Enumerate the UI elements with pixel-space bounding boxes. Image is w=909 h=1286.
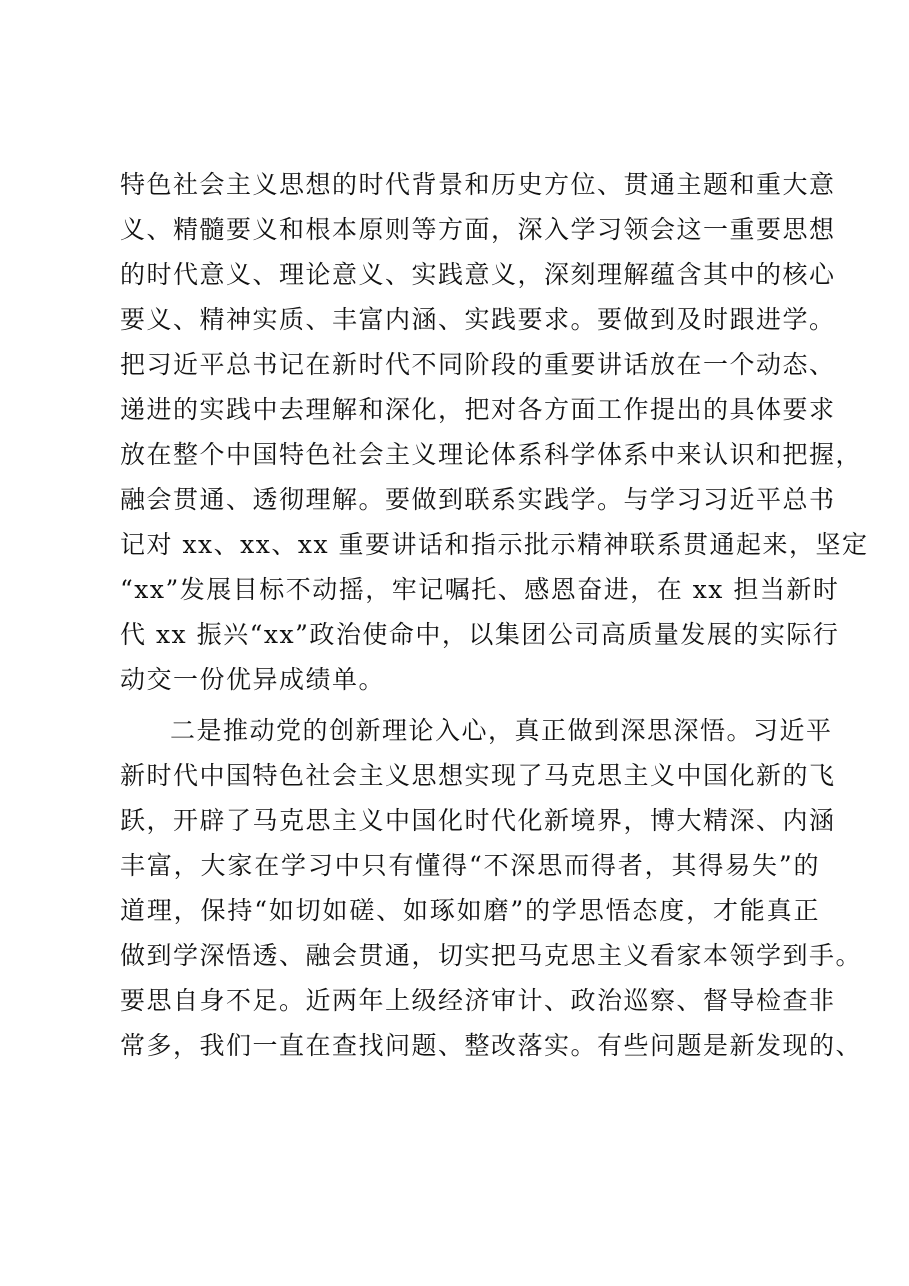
paragraph-1 [120, 162, 869, 702]
text-line: 二是推动党的创新理论入心，真正做到深思深悟。习近平 [170, 716, 833, 745]
text-line: 代 xx 振兴“xx”政治使命中，以集团公司高质量发展的实际行 [120, 620, 840, 649]
text-line: 把习近平总书记在新时代不同阶段的重要讲话放在一个动态、 [120, 350, 836, 379]
text-line: 道理，保持“如切如磋、如琢如磨”的学思悟态度，才能真正 [120, 896, 820, 925]
text-line: 递进的实践中去理解和深化，把对各方面工作提出的具体要求 [120, 395, 836, 424]
text-line: 要思自身不足。近两年上级经济审计、政治巡察、督导检查非 [120, 986, 836, 1015]
text-line: 融会贯通、透彻理解。要做到联系实践学。与学习习近平总书 [120, 485, 836, 514]
text-line: 的时代意义、理论意义、实践意义，深刻理解蕴含其中的核心 [120, 260, 836, 289]
text-line: 特色社会主义思想的时代背景和历史方位、贯通主题和重大意 [120, 170, 836, 199]
text-line: 动交一份优异成绩单。 [120, 665, 386, 694]
text-line: 要义、精神实质、丰富内涵、实践要求。要做到及时跟进学。 [120, 305, 836, 334]
text-line: 新时代中国特色社会主义思想实现了马克思主义中国化新的飞 [120, 761, 836, 790]
text-line: 记对 xx、xx、xx 重要讲话和指示批示精神联系贯通起来，坚定 [120, 530, 869, 559]
text-line: 放在整个中国特色社会主义理论体系科学体系中来认识和把握， [120, 440, 863, 469]
text-line: 跃，开辟了马克思主义中国化时代化新境界，博大精深、内涵 [120, 806, 836, 835]
text-line: 丰富，大家在学习中只有懂得“不深思而得者，其得易失”的 [120, 851, 820, 880]
paragraph-2 [120, 708, 863, 1068]
document-body [120, 162, 869, 1068]
text-line: 义、精髓要义和根本原则等方面，深入学习领会这一重要思想 [120, 215, 836, 244]
text-line: “xx”发展目标不动摇，牢记嘱托、感恩奋进，在 xx 担当新时 [120, 575, 840, 604]
text-line: 常多，我们一直在查找问题、整改落实。有些问题是新发现的、 [120, 1031, 863, 1060]
text-line: 做到学深悟透、融会贯通，切实把马克思主义看家本领学到手。 [120, 941, 863, 970]
